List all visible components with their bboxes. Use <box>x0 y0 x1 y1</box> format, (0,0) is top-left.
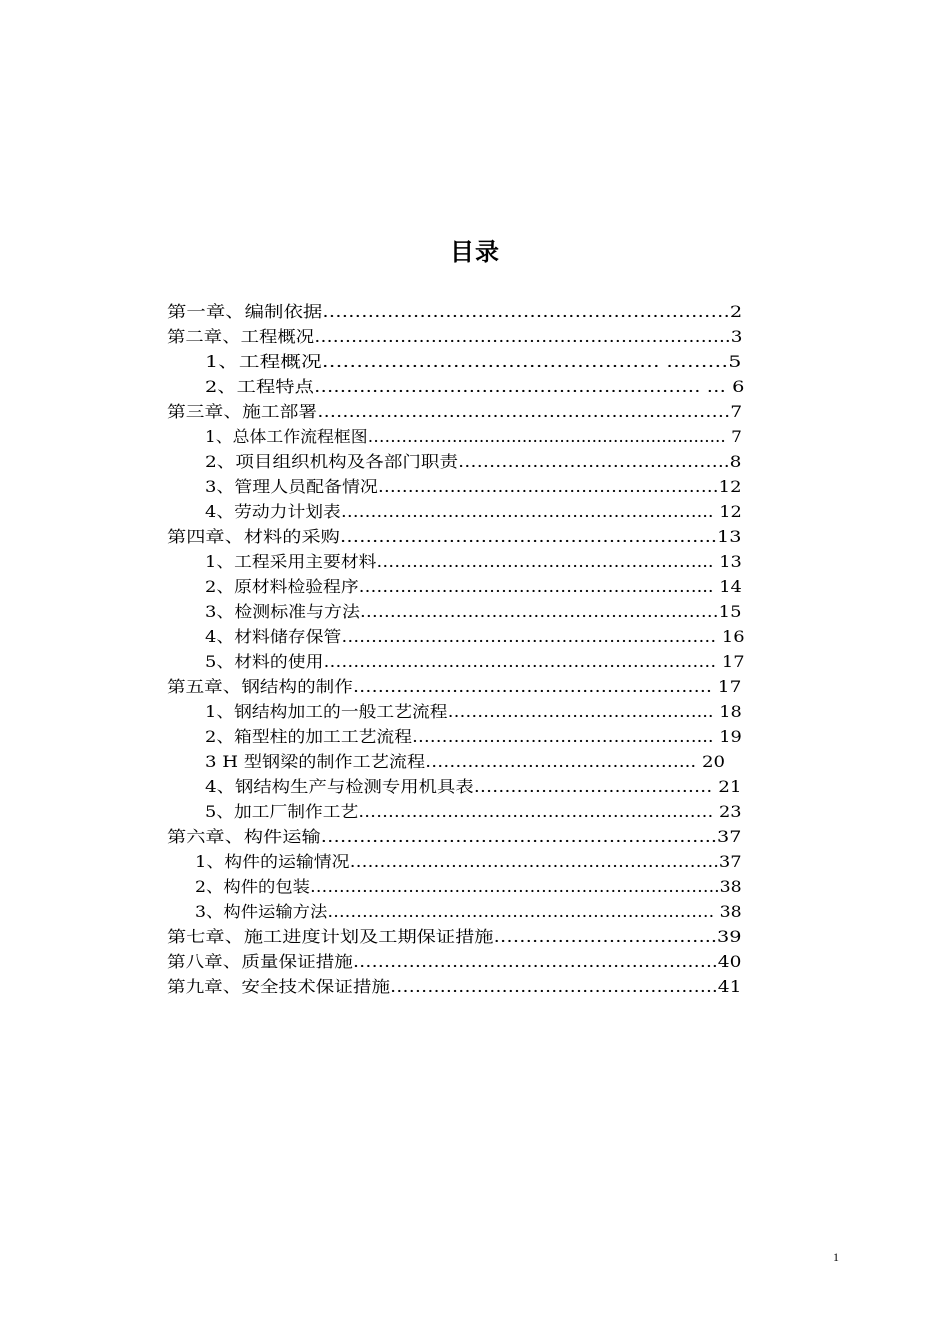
toc-entry[interactable] <box>167 925 742 949</box>
toc-entry[interactable] <box>205 725 742 749</box>
toc-entry[interactable] <box>205 450 742 474</box>
toc-entry[interactable] <box>195 850 742 874</box>
toc-entry[interactable] <box>205 625 745 649</box>
toc-entry-text: 第二章、工程概况…………………………………………………………..3 <box>167 327 743 346</box>
toc-entry[interactable] <box>205 700 742 724</box>
toc-entry-text: 2、构件的包装……………………………………………………………..38 <box>195 877 742 896</box>
toc-entry[interactable] <box>167 525 742 549</box>
toc-entry-text: 第四章、材料的采购…………………………………………………..13 <box>167 527 742 546</box>
toc-entry-text: 第七章、施工进度计划及工期保证措施……………………………..39 <box>167 927 742 946</box>
toc-entry[interactable] <box>167 300 742 324</box>
toc-entry[interactable] <box>205 375 745 399</box>
toc-entry-text: 1、工程采用主要材料………………………………………………... 13 <box>205 552 742 571</box>
toc-entry[interactable] <box>205 475 742 499</box>
toc-entry[interactable] <box>205 500 742 524</box>
toc-entry[interactable] <box>205 600 742 624</box>
toc-entry[interactable] <box>167 975 742 999</box>
toc-entry-text: 2、箱型柱的加工工艺流程…………………………………………... 19 <box>205 727 742 746</box>
toc-entry-text: 5、加工厂制作工艺…………………………………………………… 23 <box>205 802 742 821</box>
toc-entry-text: 3、管理人员配备情况…………………………………………………12 <box>205 477 742 496</box>
toc-entry[interactable] <box>195 875 742 899</box>
toc-entry[interactable] <box>195 900 742 924</box>
toc-entry-text: 第一章、编制依据………………………………………………………2 <box>167 302 743 321</box>
toc-entry-text: 4、钢结构生产与检测专用机具表………………………………… 21 <box>205 777 742 796</box>
toc-entry-text: 1、钢结构加工的一般工艺流程……………………………………... 18 <box>205 702 742 721</box>
page-number: 1 <box>833 1250 839 1264</box>
toc-entry[interactable] <box>167 325 742 349</box>
toc-entry[interactable] <box>205 750 725 774</box>
toc-entry-text: 1、构件的运输情况……………………………………………………..37 <box>195 852 742 871</box>
toc-entry[interactable] <box>205 650 745 674</box>
toc-entry-text: 2、原材料检验程序…………………………………………………... 14 <box>205 577 742 596</box>
toc-entry-text: 3 H 型钢梁的制作工艺流程……………………………………... 20 <box>205 752 726 771</box>
toc-entry-text: 第六章、构件运输……………………………………………………..37 <box>167 827 742 846</box>
toc-entry[interactable] <box>167 400 742 424</box>
toc-entry-text: 2、工程特点…………………………………………………… … 6 <box>205 377 745 396</box>
toc-entry-text: 第八章、质量保证措施…………………………………………………..40 <box>167 952 742 971</box>
toc-entry[interactable] <box>167 675 742 699</box>
toc-entry[interactable] <box>167 825 742 849</box>
toc-entry-text: 第三章、施工部署…………………………………………………………7 <box>167 402 743 421</box>
toc-entry[interactable] <box>205 575 742 599</box>
toc-entry-text: 2、项目组织机构及各部门职责……………………………………..8 <box>205 452 742 471</box>
page-title: 目录 <box>450 238 500 266</box>
toc-entry[interactable] <box>205 800 742 824</box>
toc-entry[interactable] <box>205 350 742 374</box>
toc-entry-text: 3、构件运输方法…………………………………………………………. 38 <box>195 902 742 921</box>
toc-entry-text: 3、检测标准与方法……………………………………………………15 <box>205 602 742 621</box>
toc-entry-text: 4、劳动力计划表……………………………………………………... 12 <box>205 502 742 521</box>
toc-entry[interactable] <box>205 550 742 574</box>
toc-entry-text: 5、材料的使用………………………………………………………… 17 <box>205 652 745 671</box>
toc-entry-text: 第九章、安全技术保证措施……………………………………………..41 <box>167 977 742 996</box>
toc-entry-text: 1、工程概况…………………………………………. ………5 <box>205 352 742 371</box>
toc-entry[interactable] <box>205 425 742 449</box>
toc-entry-text: 4、材料储存保管……………………………………………………… 16 <box>205 627 745 646</box>
toc-entry[interactable] <box>167 950 742 974</box>
toc-entry-text: 第五章、钢结构的制作…………………………………………………. 17 <box>167 677 742 696</box>
toc-entry-text: 1、总体工作流程框图……………................................................... 7 <box>205 427 742 446</box>
toc-entry[interactable] <box>205 775 742 799</box>
